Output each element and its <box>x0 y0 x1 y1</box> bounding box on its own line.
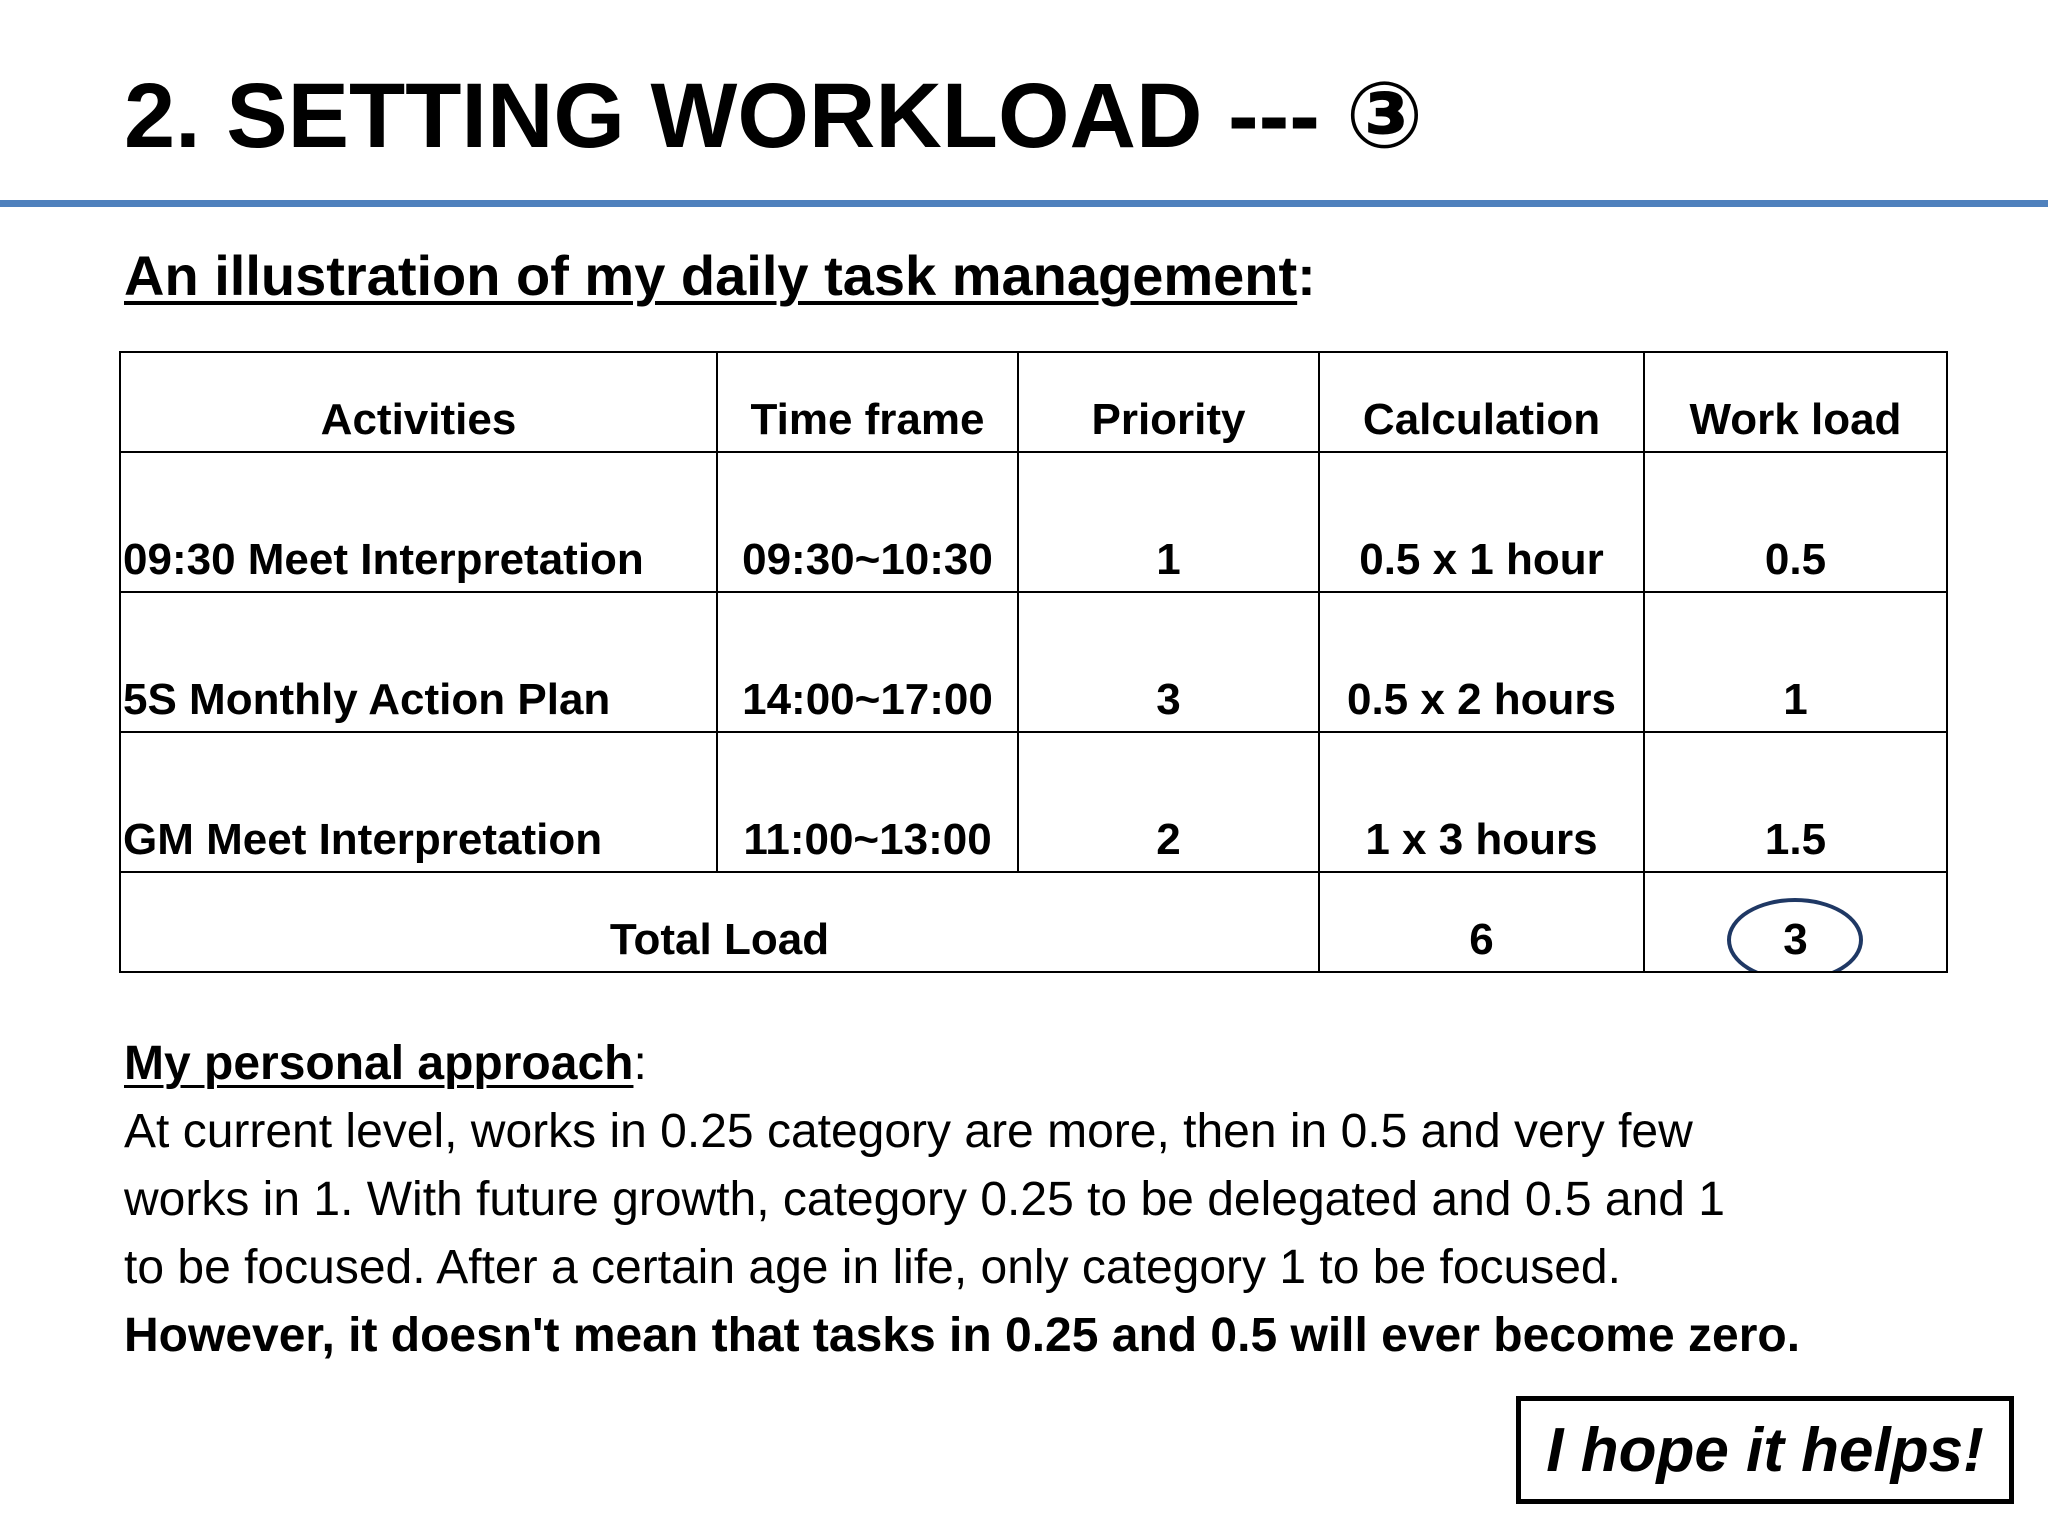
approach-heading-line <box>124 1030 1944 1098</box>
table-row <box>120 452 1947 592</box>
title-divider <box>0 200 2048 207</box>
cell-calculation: 1 x 3 hours <box>1319 732 1644 872</box>
total-row <box>120 872 1947 972</box>
cell-priority: 3 <box>1018 592 1319 732</box>
header-time-frame: Time frame <box>717 352 1018 452</box>
header-activities: Activities <box>120 352 717 452</box>
header-work-load: Work load <box>1644 352 1947 452</box>
cell-work-load: 1.5 <box>1644 732 1947 872</box>
approach-line: At current level, works in 0.25 category are more, then in 0.5 and very few <box>124 1105 1693 1158</box>
subtitle-colon: : <box>1297 244 1316 307</box>
slide-title: 2. SETTING WORKLOAD --- ③ <box>124 65 1424 167</box>
total-work-load <box>1783 915 1807 965</box>
cell-activity: GM Meet Interpretation <box>120 732 717 872</box>
header-priority: Priority <box>1018 352 1319 452</box>
cell-time-frame: 09:30~10:30 <box>717 452 1018 592</box>
table-header-row <box>120 352 1947 452</box>
approach-line: to be focused. After a certain age in life, only category 1 to be focused. <box>124 1241 1621 1294</box>
cell-priority: 2 <box>1018 732 1319 872</box>
table-row <box>120 592 1947 732</box>
approach-heading: My personal approach <box>124 1037 634 1090</box>
table-row <box>120 732 1947 872</box>
total-label: Total Load <box>120 872 1319 972</box>
subtitle <box>124 245 1316 307</box>
personal-approach <box>124 1030 1944 1370</box>
closing-callout: I hope it helps! <box>1516 1396 2014 1504</box>
subtitle-text: An illustration of my daily task management <box>124 244 1298 307</box>
cell-time-frame: 14:00~17:00 <box>717 592 1018 732</box>
cell-calculation: 0.5 x 2 hours <box>1319 592 1644 732</box>
approach-emphasis: However, it doesn't mean that tasks in 0.25 and 0.5 will ever become zero. <box>124 1309 1801 1362</box>
header-calculation: Calculation <box>1319 352 1644 452</box>
workload-table <box>119 351 1948 973</box>
approach-line: works in 1. With future growth, category 0.25 to be delegated and 0.5 and 1 <box>124 1173 1725 1226</box>
cell-activity: 09:30 Meet Interpretation <box>120 452 717 592</box>
total-calculation: 6 <box>1319 872 1644 972</box>
total-work-load-cell <box>1644 872 1947 972</box>
total-work-load-value: 3 <box>1783 915 1808 964</box>
cell-activity: 5S Monthly Action Plan <box>120 592 717 732</box>
cell-work-load: 0.5 <box>1644 452 1947 592</box>
cell-calculation: 0.5 x 1 hour <box>1319 452 1644 592</box>
approach-heading-colon: : <box>633 1037 647 1090</box>
cell-time-frame: 11:00~13:00 <box>717 732 1018 872</box>
cell-priority: 1 <box>1018 452 1319 592</box>
cell-work-load: 1 <box>1644 592 1947 732</box>
